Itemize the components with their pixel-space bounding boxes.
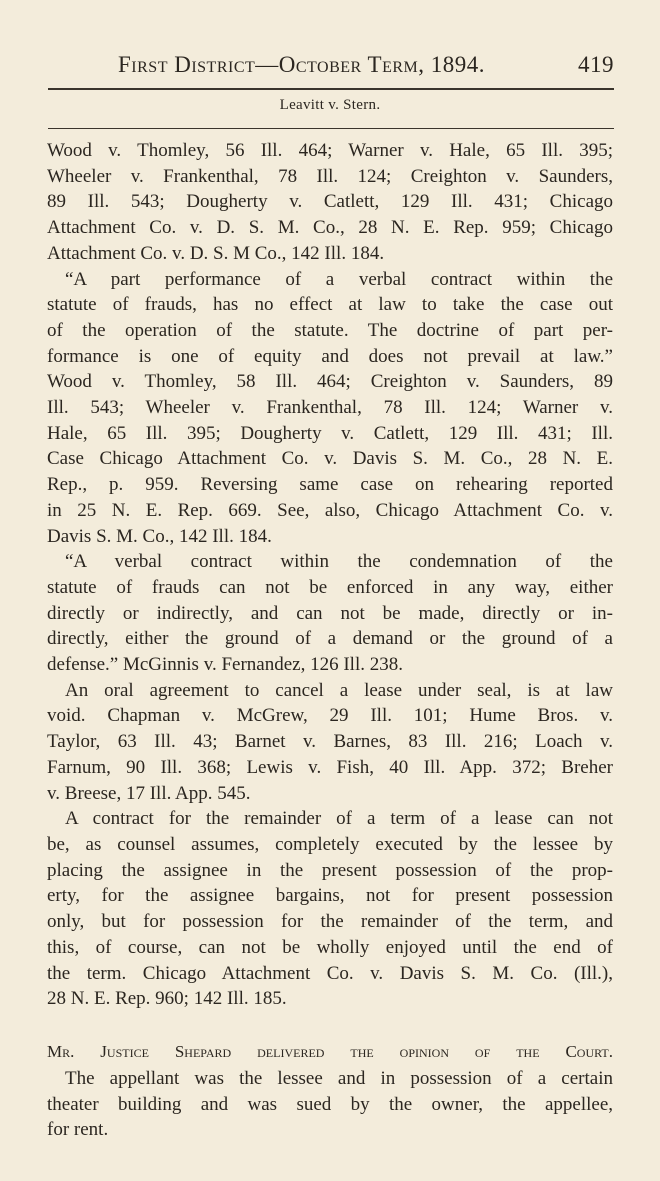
body-line: Wood v. Thomley, 58 Ill. 464; Creighton v. Saunders, 89 [47,371,613,393]
body-line: this, of course, can not be wholly enjoyed until the end of [47,936,613,958]
running-head [118,52,614,78]
body-line: Davis S. M. Co., 142 Ill. 184. [47,525,272,547]
opinion-line: The appellant was the lessee and in possession of a certain [65,1068,613,1089]
body-line: Attachment Co. v. D. S. M Co., 142 Ill. 184. [47,242,385,264]
body-line: statute of frauds can not be enforced in any way, either [47,576,613,598]
body-line: void. Chapman v. McGrew, 29 Ill. 101; Hume Bros. v. [47,705,613,727]
body-line: placing the assignee in the present possession of the prop- [47,859,613,881]
body-line: formance is one of equity and does not prevail at law.” [47,345,613,367]
body-line: only, but for possession for the remainder of the term, and [47,911,613,933]
body-line: in 25 N. E. Rep. 669. See, also, Chicago Attachment Co. v. [47,499,613,521]
body-line: erty, for the assignee bargains, not for present possession [47,885,613,907]
opinion-heading: Mr. Justice Shepard delivered the opinion of the Court. [47,1042,613,1061]
opinion-line: for rent. [47,1119,109,1141]
body-line: Taylor, 63 Ill. 43; Barnet v. Barnes, 83 Ill. 216; Loach v. [47,731,613,753]
body-line: directly or indirectly, and can not be made, directly or in- [47,602,613,624]
body-line: An oral agreement to cancel a lease under seal, is at law [65,679,613,701]
body-line: directly, either the ground of a demand or the ground of a [47,628,613,650]
page-number: 419 [578,52,614,77]
body-line: “A part performance of a verbal contract within the [65,268,613,290]
body-line: 89 Ill. 543; Dougherty v. Catlett, 129 Ill. 431; Chicago [47,191,613,213]
opinion-line: theater building and was sued by the owner, the appellee, [47,1093,613,1115]
body-line: Wood v. Thomley, 56 Ill. 464; Warner v. Hale, 65 Ill. 395; [47,140,613,161]
case-name-rule [48,128,614,129]
body-line: defense.” McGinnis v. Fernandez, 126 Ill. 238. [47,654,403,676]
body-line: Rep., p. 959. Reversing same case on rehearing reported [47,474,613,496]
header-rule [48,88,614,90]
body-line: Farnum, 90 Ill. 368; Lewis v. Fish, 40 Ill. App. 372; Breher [47,756,613,778]
body-line: v. Breese, 17 Ill. App. 545. [47,782,251,804]
body-line: Ill. 543; Wheeler v. Frankenthal, 78 Ill. 124; Warner v. [47,397,613,419]
body-line: Hale, 65 Ill. 395; Dougherty v. Catlett, 129 Ill. 431; Ill. [47,422,613,444]
body-line: be, as counsel assumes, completely executed by the lessee by [47,833,613,855]
body-line: Attachment Co. v. D. S. M. Co., 28 N. E. Rep. 959; Chicago [47,217,613,239]
body-line: of the operation of the statute. The doctrine of part per- [47,319,613,341]
running-head-title: First District—October Term, 1894. [118,52,486,77]
case-name: Leavitt v. Stern. [279,97,381,113]
body-line: Wheeler v. Frankenthal, 78 Ill. 124; Creighton v. Saunders, [47,165,613,187]
body-line: the term. Chicago Attachment Co. v. Davis S. M. Co. (Ill.), [47,962,613,984]
body-line: A contract for the remainder of a term of a lease can not [65,808,613,830]
body-line: 28 N. E. Rep. 960; 142 Ill. 185. [47,988,287,1010]
body-line: statute of frauds, has no effect at law to take the case out [47,294,613,316]
body-text [47,138,613,1012]
body-line: “A verbal contract within the condemnation of the [65,551,613,573]
opinion-text [47,1066,613,1143]
body-line: Case Chicago Attachment Co. v. Davis S. M. Co., 28 N. E. [47,448,613,470]
